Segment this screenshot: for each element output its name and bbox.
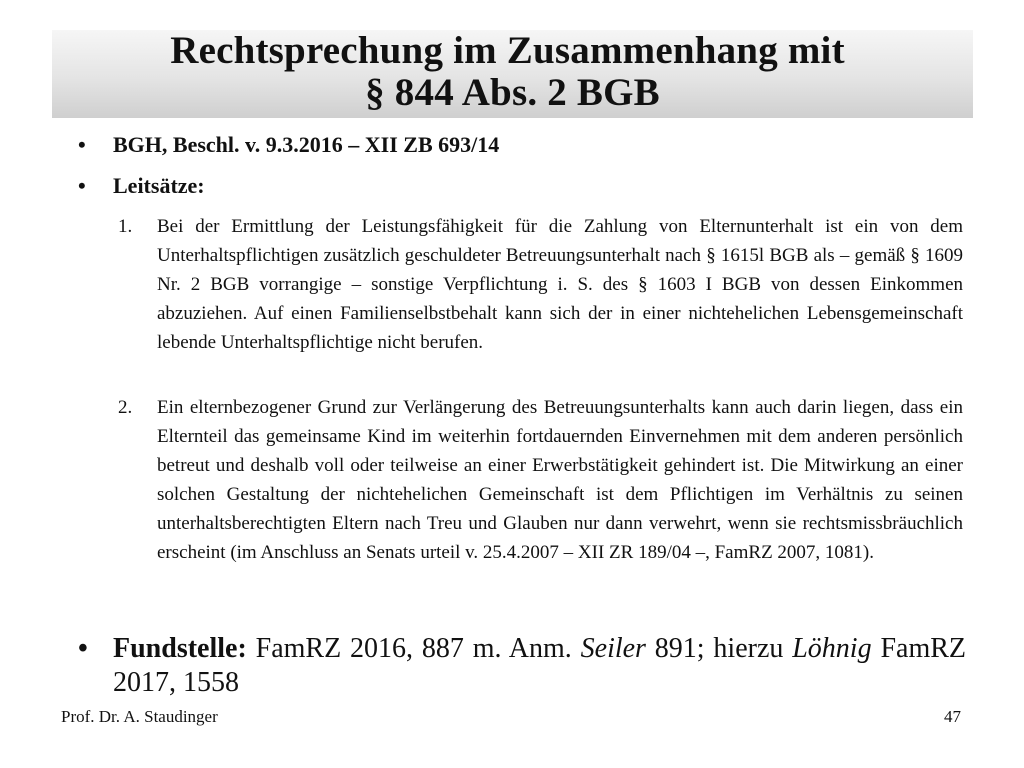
fundstelle-author-seiler: Seiler [580, 633, 646, 664]
footer-author: Prof. Dr. A. Staudinger [61, 707, 218, 726]
leitsatz-text: Bei der Ermittlung der Leistungsfähigkeit für die Zahlung von Elternunterhalt ist ein von dem Unterhaltspflichtigen zusätzlich geschuldeter Betreuungsunterhalt nach § 1615l BGB als – gemäß § 1609 Nr. 2 BGB vorrangige – sonstige Verpflichtung i. S. des § 1603 I BGB von dessen Einkommen abzuziehen. Auf einen Familienselbstbehalt kann sich der in einer nichtehelichen Lebensgemeinschaft lebende Unterhaltspflichtige nicht berufen. [157, 216, 963, 353]
leitsaetze-heading: Leitsätze: [113, 173, 205, 198]
footer-page-number: 47 [944, 707, 961, 726]
fundstelle-citation-1: FamRZ 2016, 887 m. Anm. [246, 633, 581, 664]
slide-title-line-1: Rechtsprechung im Zusammenhang mit [170, 29, 845, 72]
fundstelle-author-loehnig: Löhnig [792, 633, 872, 664]
decision-reference: BGH, Beschl. v. 9.3.2016 – XII ZB 693/14 [113, 132, 500, 157]
fundstelle-citation-2: 891; hierzu [645, 633, 793, 664]
leitsatz-number: 1. [118, 216, 133, 237]
fundstelle-text [113, 632, 966, 700]
slide-title [52, 30, 973, 114]
leitsatz-number: 2. [118, 397, 133, 418]
bullet-icon: • [78, 132, 86, 157]
bullet-icon: • [78, 633, 88, 664]
bullet-icon: • [78, 173, 86, 198]
slide-title-line-2: § 844 Abs. 2 BGB [365, 71, 660, 114]
fundstelle-label: Fundstelle: [113, 633, 247, 664]
fundstelle-citation-3: FamRZ 2017, 1558 [113, 633, 966, 698]
leitsatz-text: Ein elternbezogener Grund zur Verlängerung des Betreuungsunterhalts kann auch darin liegen, dass ein Elternteil das gemeinsame Kind im weiterhin fortdauernden Einvernehmen mit dem anderen persönlich betreut und deshalb voll oder teilweise an einer Erwerbstätigkeit gehindert ist. Die Mitwirkung an einer solchen Gestaltung der nichtehelichen Gemeinschaft ist dem Pflichtigen im Verhältnis zu seinen unterhaltsberechtigten Eltern nach Treu und Glauben nur dann verwehrt, wenn sie rechtsmissbräuchlich erscheint (im Anschluss an Senats urteil v. 25.4.2007 – XII ZR 189/04 –, FamRZ 2007, 1081). [157, 397, 963, 563]
